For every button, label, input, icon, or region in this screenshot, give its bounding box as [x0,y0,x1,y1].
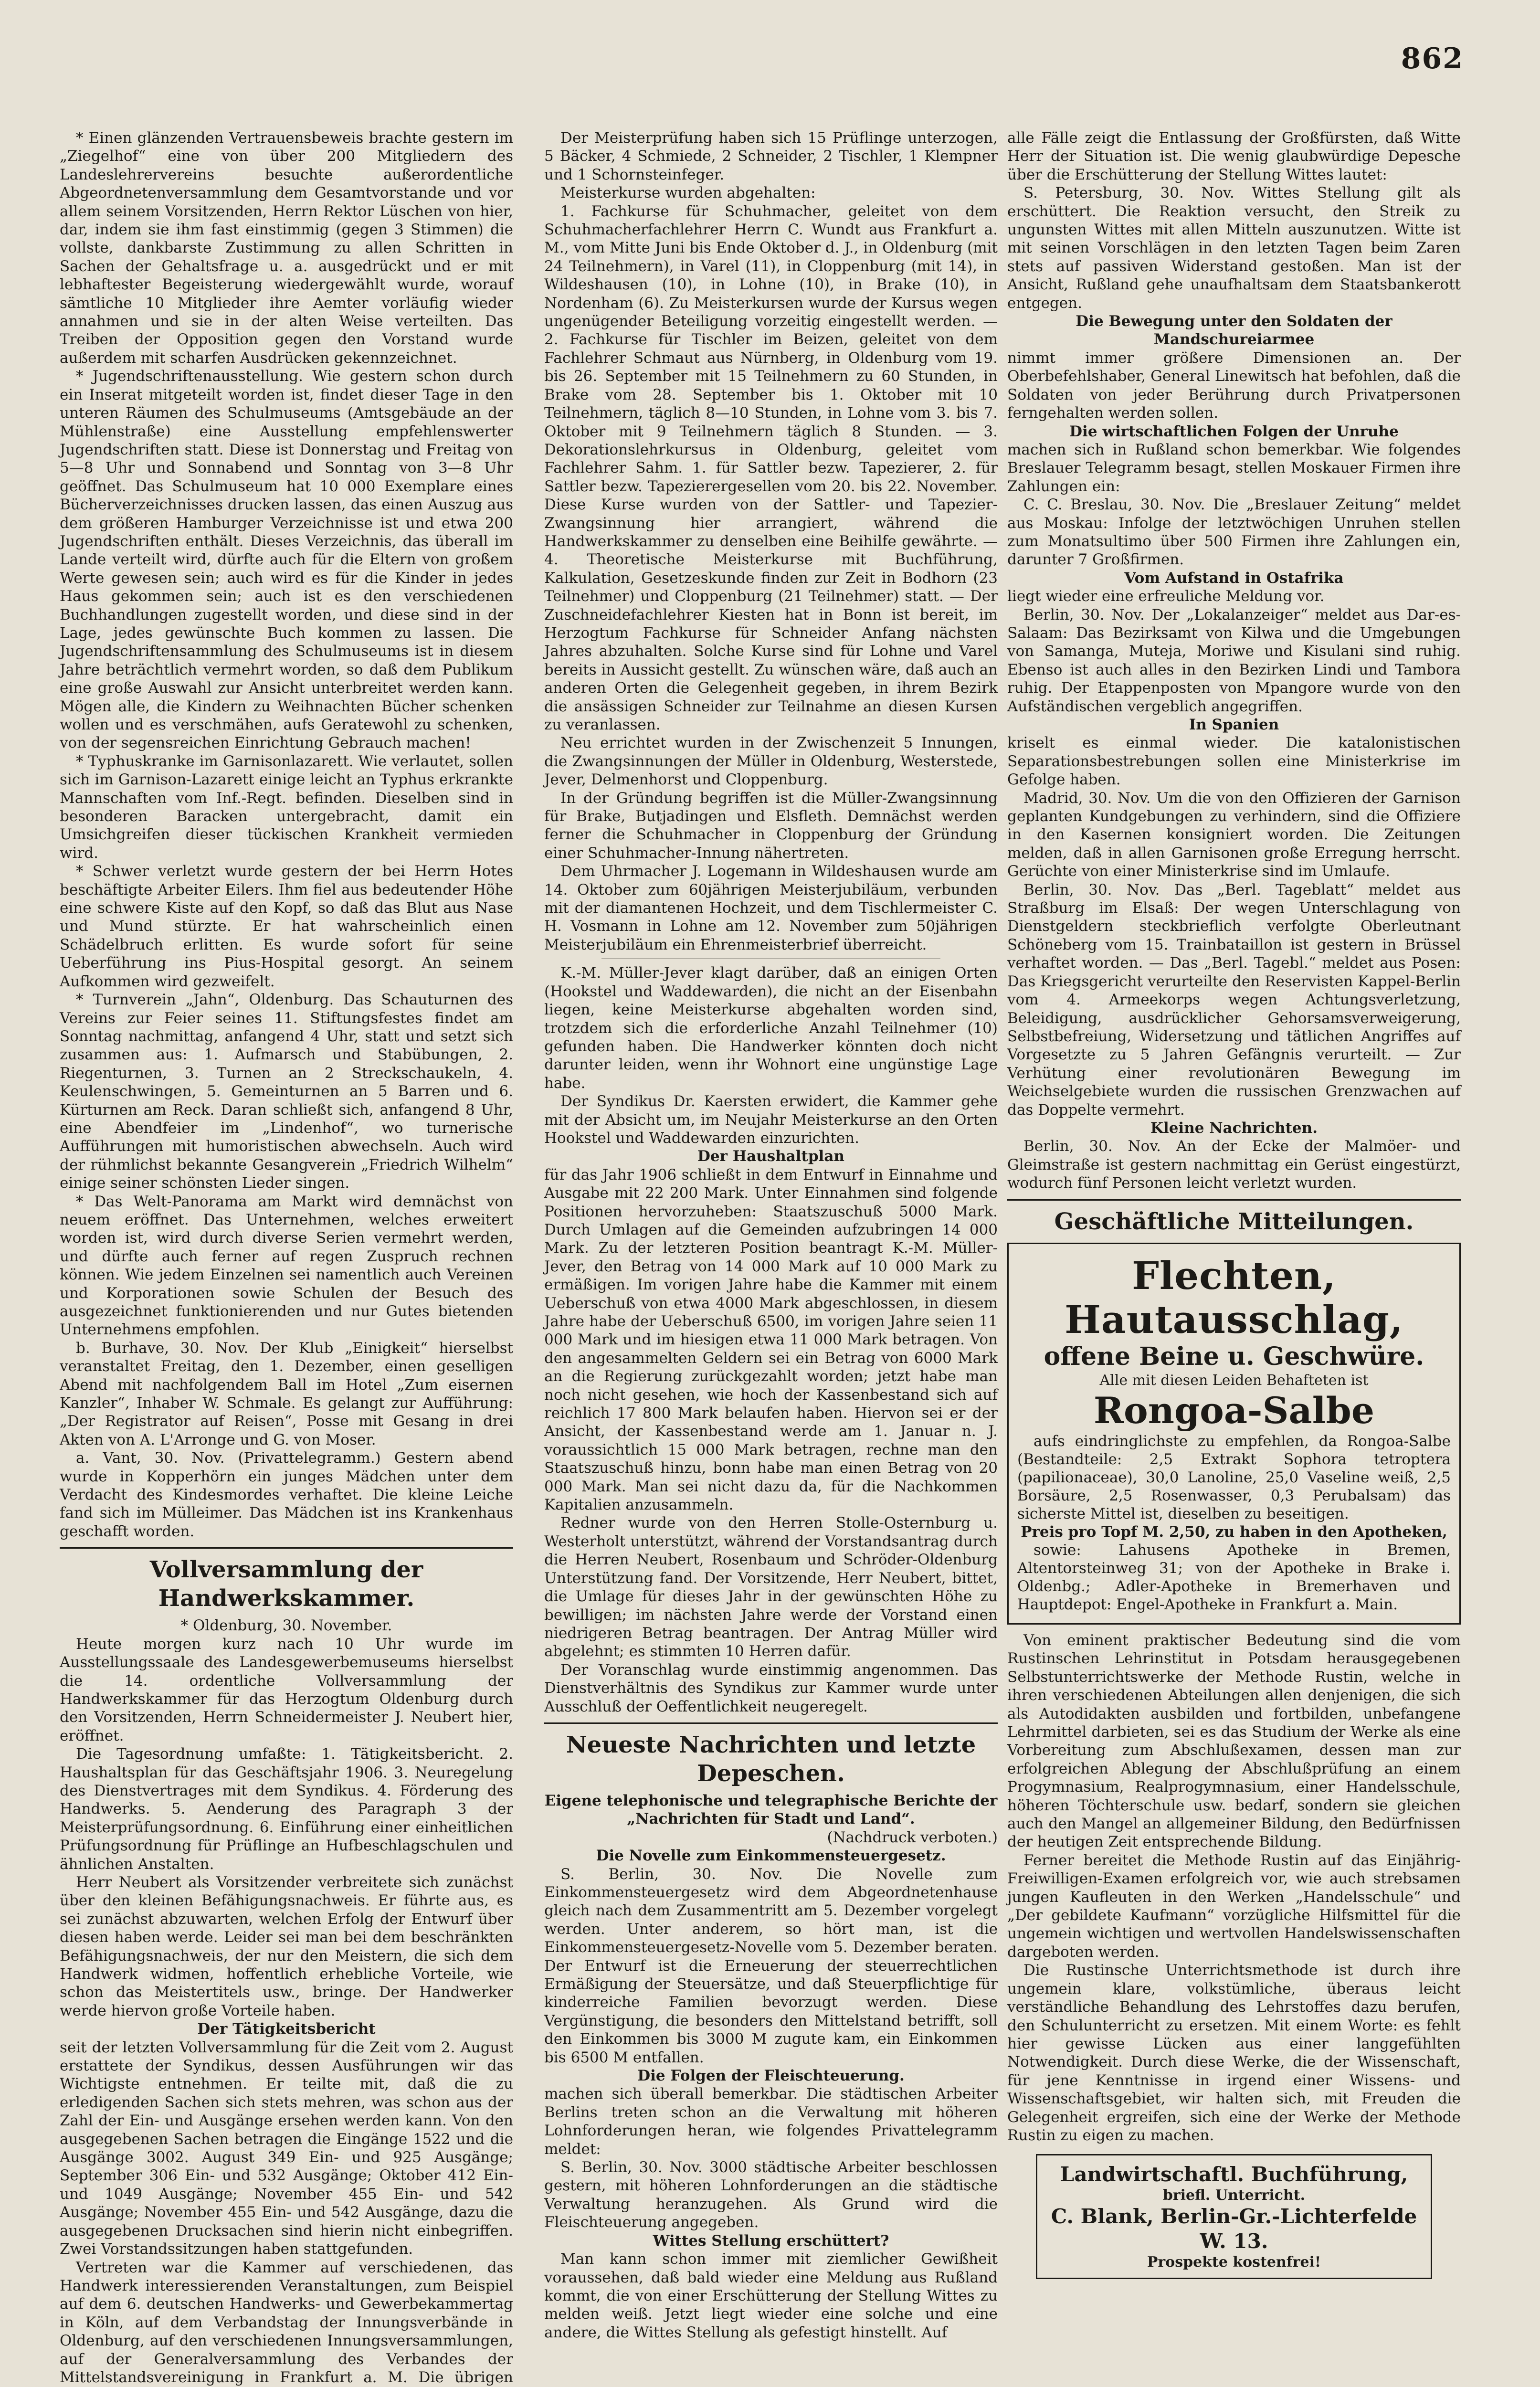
paragraph: nimmt immer größere Dimensionen an. Der Oberbefehlshaber, General Linewitsch hat befohlen, daß die Soldaten von jeder Berührung durch Privatpersonen ferngehalten werden sollen. [1007,349,1461,422]
ad-line: briefl. Unterricht. [1046,2187,1422,2204]
subheading: Vom Aufstand in Ostafrika [1007,569,1461,587]
subheading: Die Bewegung unter den Soldaten der Mandschureiarmee [1007,312,1461,349]
paragraph: Dem Uhrmacher J. Logemann in Wildeshausen wurde am 14. Oktober zum 60jährigen Meisterjubiläum, verbunden mit der diamantenen Hochzeit, und dem Tischlermeister C. H. Vosmann in Lohne am 12. November zum 50jährigen Meisterjubiläum ein Ehrenmeisterbrief überreicht. [544,862,998,954]
subheading: Kleine Nachrichten. [1007,1119,1461,1137]
paragraph: machen sich überall bemerkbar. Die städtischen Arbeiter Berlins treten schon an die Verwaltung mit höheren Lohnforderungen heran, wie folgendes Privattelegramm meldet: [544,2085,998,2158]
column-1 [60,129,513,2229]
paragraph: kriselt es einmal wieder. Die katalonistischen Separationsbestrebungen sollen eine Ministerkrise im Gefolge haben. [1007,734,1461,789]
divider [60,1547,513,1549]
paragraph: S. Berlin, 30. Nov. Die Novelle zum Einkommensteuergesetz wird dem Abgeordnetenhause gleich nach dem Zusammentritt am 5. Dezember vorgelegt werden. Unter anderem, so hört man, ist die Einkommensteuergesetz-Novelle vom 5. Dezember beraten. Der Entwurf ist die Erneuerung der steuerrechtlichen Ermäßigung der Steuersätze, und daß Steuerpflichtige für kinderreiche Familien bevorzugt werden. Diese Vergünstigung, die besonders den Mittelstand betrifft, soll den Einkommen bis 3000 M zugute kam, ein Einkommen bis 6500 M entfallen. [544,1865,998,2067]
paragraph: Redner wurde von den Herren Stolle-Osternburg u. Westerholt unterstützt, während der Vorstandsantrag durch die Herren Neubert, Rosenbaum und Schröder-Oldenburg Unterstützung fand. Der Vorsitzende, Herr Neubert, bittet, die Umlage für dieses Jahr in der gewünschten Höhe zu bewilligen; im nächsten Jahre werde der Vorstand einen niedrigeren Betrag beantragen. Der Antrag Müller wird abgelehnt; es stimmten 10 Herren dafür. [544,1514,998,1660]
ad-title: Landwirtschaftl. Buchführung, [1046,2162,1422,2187]
paragraph: Madrid, 30. Nov. Um die von den Offizieren der Garnison geplanten Kundgebungen zu verhindern, sind die Offiziere in den Kasernen konsigniert worden. Die Zeitungen melden, daß in allen Garnisonen große Erregung herrscht. Gerüchte von einer Ministerkrise sind im Umlaufe. [1007,789,1461,881]
ad-rustin: Von eminent praktischer Bedeutung sind die vom Rustinschen Lehrinstitut in Potsdam herausgegebenen Selbstunterrichtswerke der Methode Rustin, welche in ihren verschiedenen Abteilungen allen denjenigen, die sich als Autodidakten ausbilden und fortbilden, unbefangene Lehrmittel darbieten, sei es das Studium der Werke als eine Vorbereitung zum Abschlußexamen, dessen man zur erfolgreichen Ablegung der Abschlußprüfung an einem Progymnasium, Realprogymnasium, einer Handelsschule, höheren Töchterschule usw. bedarf, sondern sie gleichen auch den Mangel an allgemeiner Bildung, den Bedürfnissen der heutigen Zeit entsprechende Bildung. [1007,1631,1461,1851]
paragraph: 1. Fachkurse für Schuhmacher, geleitet von dem Schuhmacherfachlehrer Herrn C. Wundt aus Frankfurt a. M., vom Mitte Juni bis Ende Oktober d. J., in Oldenburg (mit 24 Teilnehmern), in Varel (11), in Cloppenburg (mit 14), in Wildeshausen (10), in Lohne (10), in Brake (10), in Nordenham (6). Zu Meisterkursen wurde der Kursus wegen ungenügender Beteiligung vorzeitig eingestellt werden. — 2. Fachkurse für Tischler im Beizen, geleitet von dem Fachlehrer Schmaut aus Nürnberg, in Oldenburg vom 19. bis 26. September mit 15 Teilnehmern zu 60 Stunden, in Brake vom 28. September bis 1. Oktober mit 10 Teilnehmern, täglich 8—10 Stunden, in Lohne vom 3. bis 7. Oktober mit 9 Teilnehmern täglich 8 Stunden. — 3. Dekorationslehrkursus in Oldenburg, geleitet vom Fachlehrer Sahm. 1. für Sattler bezw. Tapezierer, 2. für Sattler bezw. Tapezierergesellen vom 20. bis 22. November. Diese Kurse wurden von der Sattler- und Tapezier-Zwangsinnung hier arrangiert, während die Handwerkskammer zu denselben eine Beihilfe gewährte. — 4. Theoretische Meisterkurse mit Buchführung, Kalkulation, Gesetzeskunde finden zur Zeit in Bodhorn (23 Teilnehmer) und Cloppenburg (21 Teilnehmer) statt. — Der Zuschneidefachlehrer Kiesten hat in Bonn ist bereit, im Herzogtum Fachkurse für Schneider Anfang nächsten Jahres abzuhalten. Solche Kurse sind für Lohne und Varel bereits in Aussicht gestellt. Zu wünschen wäre, daß auch an anderen Orten die Gelegenheit gegeben, in ihrem Bezirk die ansässigen Schneider zur Teilnahme an diesen Kursen zu veranlassen. [544,202,998,734]
divider [544,1722,998,1724]
column-2 [544,129,998,2229]
paragraph: Der Meisterprüfung haben sich 15 Prüflinge unterzogen, 5 Bäcker, 4 Schmiede, 2 Schneider, 2 Tischler, 1 Klempner und 1 Schornsteinfeger. [544,129,998,184]
dateline: * Oldenburg, 30. November. [60,1616,513,1635]
divider [1007,1199,1461,1201]
ad-dealers: sowie: Lahusens Apotheke in Bremen, Altentorsteinweg 31; von der Apotheke in Brake i. Oldenbg.; Adler-Apotheke in Bremerhaven und Hauptdepot: Engel-Apotheke in Frankfurt a. Main. [1017,1541,1451,1614]
article-welt-panorama: * Das Welt-Panorama am Markt wird demnächst von neuem eröffnet. Das Unternehmen, welches erweitert worden ist, wird durch diverse Serien vermehrt werden, und dürfte auch ferner auf regen Zuspruch rechnen können. Wie jedem Einzelnen sei namentlich auch Vereinen und Korporationen sowie Schulen der Besuch des ausgezeichnet funktionierenden und nur Gutes bietenden Unternehmens empfohlen. [60,1193,513,1339]
subheading: In Spanien [1007,716,1461,734]
article-vertrauensbeweis: * Einen glänzenden Vertrauensbeweis brachte gestern im „Ziegelhof“ eine von über 200 Mitgliedern des Landeslehrervereins besuchte außerordentliche Abgeordnetenversammlung dem Gesamtvorstande und vor allem seinem Vorsitzenden, Herrn Rektor Lüschen von hier, dar, indem sie ihm fast einstimmig (gegen 3 Stimmen) die vollste, dankbarste Zustimmung zu allen Schritten in Sachen der Gehaltsfrage u. a. ausgedrückt und er mit lebhaftester Begeisterung wiedergewählt wurde, worauf sämtliche 10 Mitglieder ihre Aemter vorläufig wieder annahmen und sie in der alten Weise verteilten. Das Treiben der Opposition gegen den Vorstand wurde außerdem mit scharfen Ausdrücken gekennzeichnet. [60,129,513,367]
article-schwer-verletzt: * Schwer verletzt wurde gestern der bei Herrn Hotes beschäftigte Arbeiter Eilers. Ihm fiel aus bedeutender Höhe eine schwere Kiste auf den Kopf, so daß das Blut aus Nase und Mund stürzte. Er hat wahrscheinlich einen Schädelbruch erlitten. Es wurde sofort für seine Ueberführung ins Pius-Hospital gesorgt. An seinem Aufkommen wird gezweifelt. [60,862,513,991]
ad-rongoa [1007,1243,1461,1625]
paragraph: Berlin, 30. Nov. An der Ecke der Malmöer- und Gleimstraße ist gestern nachmittag ein Gerüst eingestürzt, wodurch fünf Personen leicht verletzt wurden. [1007,1137,1461,1192]
paragraph: Berlin, 30. Nov. Der „Lokalanzeiger“ meldet aus Dar-es-Salaam: Das Bezirksamt von Kilwa und die Umgebungen von Samanga, Muteja, Moriwe und Kisulani sind ruhig. Ebenso ist auch alles in den Bezirken Lindi und Tambora ruhig. Der Etappenposten von Mpangore wurde von den Aufständischen vergeblich angegriffen. [1007,606,1461,716]
paragraph: Der Voranschlag wurde einstimmig angenommen. Das Dienstverhältnis des Syndikus zur Kammer wurde unter Ausschluß der Oeffentlichkeit neugeregelt. [544,1661,998,1716]
paragraph: Herr Neubert als Vorsitzender verbreitete sich zunächst über den kleinen Befähigungsnachweis. Er führte aus, es sei zunächst abzuwarten, welchen Erfolg der Entwurf über diesen haben werde. Leider sei man bei dem beschränkten Befähigungsnachweis, der nur den Meistern, die sich dem Handwerk widmen, hoffentlich erhebliche Vorteile, wie schon das Meistertitels usw., bringe. Der Handwerker werde hiervon große Vorteile haben. [60,1873,513,2020]
ad-rustin: Die Rustinsche Unterrichtsmethode ist durch ihre ungemein klare, volkstümliche, überaus leicht verständliche Behandlung des Lehrstoffes dazu berufen, den Schulunterricht zu ersetzen. Mit einem Worte: es fehlt hier gewisse Lücken aus einer langgefühlten Notwendigkeit. Durch diese Werke, die der Wissenschaft, für jene Kenntnisse in irgend einer Wissens- und Wissenschaftsgebiet, wir halten sich, mit Freuden die Gelegenheit ergreifen, sich eine der Werke der Methode Rustin zu eigen zu machen. [1007,1961,1461,2144]
subheading: Die Folgen der Fleischteuerung. [544,2067,998,2085]
paragraph: Berlin, 30. Nov. Das „Berl. Tageblatt“ meldet aus Straßburg im Elsaß: Der wegen Unterschlagung von Dienstgeldern steckbrieflich verfolgte Oberleutnant Schöneberg vom 15. Trainbataillon ist gestern in Brüssel verhaftet worden. — Das „Berl. Tagebl.“ meldet aus Posen: Das Kriegsgericht verurteilte den Reservisten Kappel-Berlin vom 4. Armeekorps wegen Achtungsverletzung, Beleidigung, ausdrücklicher Gehorsamsverweigerung, Selbstbefreiung, Widersetzung und tätlichen Angriffes auf Vorgesetzte zu 5 Jahren Gefängnis verurteilt. — Zur Verhütung einer revolutionären Bewegung im Weichselgebiete wurden die russischen Grenzwachen auf das Doppelte vermehrt. [1007,881,1461,1119]
ad-rustin: Ferner bereitet die Methode Rustin auf das Einjährig-Freiwilligen-Examen erfolgreich vor, wie auch strebsamen jungen Kaufleuten in den Werken „Handelsschule“ und „Der gebildete Kaufmann“ vorzügliche Hilfsmittel für die ungemein wichtigen und wertvollen Handelswissenschaften dargeboten werden. [1007,1851,1461,1961]
ad-price: Preis pro Topf M. 2,50, zu haben in den Apotheken, [1017,1523,1451,1541]
ad-address: C. Blank, Berlin-Gr.-Lichterfelde W. 13. [1046,2204,1422,2254]
article-typhus: * Typhuskranke im Garnisonlazarett. Wie verlautet, sollen sich im Garnison-Lazarett einige leicht an Typhus erkrankte Mannschaften vom Inf.-Regt. befinden. Dieselben sind in besonderen Baracken untergebracht, damit ein Umsichgreifen dieser tückischen Krankheit vermieden wird. [60,752,513,862]
paragraph: Der Syndikus Dr. Kaersten erwidert, die Kammer gehe mit der Absicht um, im Neujahr Meisterkurse an den Orten Hookstel und Waddewarden einzurichten. [544,1092,998,1147]
ad-buchfuehrung [1036,2154,1432,2279]
ad-title: Flechten, Hautausschlag, [1017,1254,1451,1341]
subheading: Die wirtschaftlichen Folgen der Unruhe [1007,422,1461,441]
ad-product: Rongoa-Salbe [1017,1389,1451,1432]
subheading: Wittes Stellung erschüttert? [544,2232,998,2250]
article-jugendschriften: * Jugendschriftenausstellung. Wie gestern schon durch ein Inserat mitgeteilt worden ist, findet dieser Tage in den unteren Räumen des Schulmuseums (Amtsgebäude an der Mühlenstraße) eine Ausstellung empfehlenswerter Jugendschriften statt. Diese ist Donnerstag und Freitag von 5—8 Uhr und Sonnabend und Sonntag von 3—8 Uhr geöffnet. Das Schulmuseum hat 10 000 Exemplare eines Bücherverzeichnisses drucken lassen, das einen Auszug aus dem größeren Hamburger Verzeichnisse ist und etwa 200 Jugendschriften enthält. Dieses Verzeichnis, das überall im Lande verteilt wird, dürfte auch für die Eltern von großem Werte gewesen sein; auch wird es für die Kinder in jedes Haus gekommen sein; auch ist es den verschiedenen Buchhandlungen zugestellt worden, und diese sind in der Lage, jedes gewünschte Buch kommen zu lassen. Die Jugendschriftensammlung des Schulmuseums ist in diesem Jahre beträchtlich vermehrt worden, so daß dem Publikum eine große Auswahl zur Ansicht unterbreitet werden kann. Mögen alle, die Kindern zu Weihnachten Bücher schenken wollen und es verschmähen, aufs Geratewohl zu schenken, von der segensreichen Einrichtung Gebrauch machen! [60,367,513,752]
paragraph: machen sich in Rußland schon bemerkbar. Wie folgendes Breslauer Telegramm besagt, stellen Moskauer Firmen ihre Zahlungen ein: [1007,441,1461,496]
paragraph: alle Fälle zeigt die Entlassung der Großfürsten, daß Witte Herr der Situation ist. Die wenig glaubwürdige Depesche über die Erschütterung der Stellung Wittes lautet: [1007,129,1461,184]
paragraph: C. C. Breslau, 30. Nov. Die „Breslauer Zeitung“ meldet aus Moskau: Infolge der letztwöchigen Unruhen stellen zum Monatsultimo über 500 Firmen ihre Zahlungen ein, darunter 7 Großfirmen. [1007,496,1461,569]
paragraph: Heute morgen kurz nach 10 Uhr wurde im Ausstellungssaale des Landesgewerbemuseums hierselbst die 14. ordentliche Vollversammlung der Handwerkskammer für das Herzogtum Oldenburg durch den Vorsitzenden, Herrn Schneidermeister J. Neubert hier, eröffnet. [60,1635,513,1745]
subheading: Eigene telephonische und telegraphische Berichte der „Nachrichten für Stadt und Land“. [544,1792,998,1828]
paragraph: S. Berlin, 30. Nov. 3000 städtische Arbeiter beschlossen gestern, mit höheren Lohnforderungen an die städtische Verwaltung heranzugehen. Als Grund wird die Fleischteuerung angegeben. [544,2158,998,2232]
subheading: Der Tätigkeitsbericht [60,2020,513,2038]
paragraph: Man kann schon immer mit ziemlicher Gewißheit voraussehen, daß bald wieder eine Meldung aus Rußland kommt, die von einer Erschütterung der Stellung Wittes zu melden weiß. Jetzt liegt wieder eine solche und eine andere, die Wittes Stellung als gefestigt hinstellt. Auf [544,2250,998,2342]
page-number: 862 [1401,42,1464,75]
paragraph: Vertreten war die Kammer auf verschiedenen, das Handwerk interessierenden Veranstaltungen, zum Beispiel auf dem 6. deutschen Handwerks- und Gewerbekammertag in Köln, auf dem Verbandstag der Innungsverbände in Oldenburg, auf den verschiedenen Innungsversammlungen, auf der Generalversammlung des Verbandes der Mittelstandsvereinigung in Frankfurt a. M. Die übrigen [60,2259,513,2387]
ad-body: aufs eindringlichste zu empfehlen, da Rongoa-Salbe (Bestandteile: 2,5 Extrakt Sophora tetroptera (papilionaceae), 30,0 Lanoline, 25,0 Vaseline weiß, 2,5 Borsäure, 2,5 Rosenwasser, 0,3 Perubalsam) das sicherste Mittel ist, dieselben zu beseitigen. [1017,1432,1451,1523]
paragraph: seit der letzten Vollversammlung für die Zeit vom 2. August erstattete der Syndikus, dessen Ausführungen wir das Wichtigste entnehmen. Er teilte mit, daß die zu erledigenden Sachen sich stets mehren, was schon aus der Zahl der Ein- und Ausgänge ersehen werden kann. Von den ausgegebenen Sachen betragen die Eingänge 1522 und die Ausgänge 3002. August 349 Ein- und 925 Ausgänge; September 306 Ein- und 532 Ausgänge; Oktober 412 Ein- und 1049 Ausgänge; November 455 Ein- und 542 Ausgänge; November 455 Ein- und 542 Ausgänge, dazu die ausgegebenen Drucksachen sind hierin nicht einbegriffen. Zwei Vorstandssitzungen haben stattgefunden. [60,2038,513,2259]
ad-subtitle: offene Beine u. Geschwüre. [1017,1341,1451,1372]
paragraph: Neu errichtet wurden in der Zwischenzeit 5 Innungen, die Zwangsinnungen der Müller in Oldenburg, Westerstede, Jever, Delmenhorst und Cloppenburg. [544,734,998,789]
paragraph: liegt wieder eine erfreuliche Meldung vor. [1007,587,1461,605]
article-burhave: b. Burhave, 30. Nov. Der Klub „Einigkeit“ hierselbst veranstaltet Freitag, den 1. Dezember, einen geselligen Abend mit nachfolgendem Ball im Hotel „Zum eisernen Kanzler“, Inhaber W. Schmale. Es gelangt zur Aufführung: „Der Registrator auf Reisen“, Posse mit Gesang in drei Akten von A. L'Arronge und G. von Moser. [60,1339,513,1449]
reprint-note: (Nachdruck verboten.) [544,1828,998,1847]
ad-lead: Alle mit diesen Leiden Behafteten ist [1017,1372,1451,1389]
ads-header: Geschäftliche Mitteilungen. [1007,1207,1461,1236]
paragraph: Meisterkurse wurden abgehalten: [544,184,998,202]
section-heading: Neueste Nachrichten und letzte Depeschen. [544,1731,998,1788]
column-3 [1007,129,1461,2229]
ad-line: Prospekte kostenfrei! [1046,2254,1422,2271]
paragraph: Die Tagesordnung umfaßte: 1. Tätigkeitsbericht. 2. Haushaltsplan für das Geschäftsjahr 1906. 3. Neuregelung des Dienstvertrages mit dem Syndikus. 4. Förderung des Handwerks. 5. Aenderung des Paragraph 3 der Meisterprüfungsordnung. 6. Einführung einer einheitlichen Prüfungsordnung für Prüflinge an Hufbeschlagschulen und ähnlichen Anstalten. [60,1745,513,1873]
paragraph: K.-M. Müller-Jever klagt darüber, daß an einigen Orten (Hookstel und Waddewarden), die nicht an der Eisenbahn liegen, keine Meisterkurse abgehalten worden sind, trotzdem sich die erforderliche Anzahl Teilnehmer (10) gefunden haben. Die Handwerker könnten doch nicht darunter leiden, wenn ihr Wohnort eine ungünstige Lage habe. [544,964,998,1092]
paragraph: S. Petersburg, 30. Nov. Wittes Stellung gilt als erschüttert. Die Reaktion versucht, den Streik zu ungunsten Wittes mit allen Mitteln auszunutzen. Witte ist mit seinen Vorschlägen in den letzten Tagen beim Zaren stets auf passiven Widerstand gestoßen. Man ist der Ansicht, Rußland gehe unaufhaltsam dem Staatsbankerott entgegen. [1007,184,1461,312]
section-heading: Vollversammlung der Handwerkskammer. [60,1555,513,1613]
article-vant: a. Vant, 30. Nov. (Privattelegramm.) Gestern abend wurde in Kopperhörn ein junges Mädchen unter dem Verdacht des Kindesmordes verhaftet. Die kleine Leiche fand sich im Mülleimer. Das Mädchen ist ins Krankenhaus geschafft worden. [60,1449,513,1541]
article-turnverein: * Turnverein „Jahn“, Oldenburg. Das Schauturnen des Vereins zur Feier seines 11. Stiftungsfestes findet am Sonntag nachmittag, anfangend 4 Uhr, statt und setzt sich zusammen aus: 1. Aufmarsch und Stabübungen, 2. Riegenturnen, 3. Turnen an 2 Streckschaukeln, 4. Keulenschwingen, 5. Gemeinturnen an 5 Barren und 6. Kürturnen am Reck. Daran schließt sich, anfangend 8 Uhr, eine Abendfeier im „Lindenhof“, wo turnerische Aufführungen mit humoristischen abwechseln. Auch wird der rühmlichst bekannte Gesangverein „Friedrich Wilhelm“ einige seiner schönsten Lieder singen. [60,991,513,1192]
subheading: Der Haushaltplan [544,1147,998,1165]
paragraph: für das Jahr 1906 schließt in dem Entwurf in Einnahme und Ausgabe mit 22 200 Mark. Unter Einnahmen sind folgende Positionen hervorzuheben: Staatszuschuß 5000 Mark. Durch Umlagen auf die Gemeinden aufzubringen 14 000 Mark. Zu der letzteren Position beantragt K.-M. Müller-Jever, den Betrag von 14 000 Mark auf 10 000 Mark zu ermäßigen. Im vorigen Jahre habe die Kammer mit einem Ueberschuß von etwa 4000 Mark abgeschlossen, in diesem Jahre habe der Ueberschuß 6500, im vorigen Jahre seien 11 000 Mark und im hiesigen etwa 11 000 Mark betragen. Von den angesammelten Geldern sei ein Betrag von 6000 Mark an die Regierung zurückgezahlt worden; jetzt habe man noch nicht gesehen, wie hoch der Kassenbestand sich auf reichlich 17 800 Mark belaufen haben. Hiervon sei er der Ansicht, der Kassenbestand werde am 1. Januar n. J. voraussichtlich 15 000 Mark betragen, rechne man den Staatszuschuß hinzu, bonn habe man einen Betrag von 20 000 Mark. Man sei nicht dazu da, für die Nachkommen Kapitalien anzusammeln. [544,1166,998,1514]
subheading: Die Novelle zum Einkommensteuergesetz. [544,1847,998,1865]
paragraph: In der Gründung begriffen ist die Müller-Zwangsinnung für Brake, Butjadingen und Elsfleth. Demnächst werden ferner die Schuhmacher in Cloppenburg der Gründung einer Schuhmacher-Innung nähertreten. [544,789,998,863]
